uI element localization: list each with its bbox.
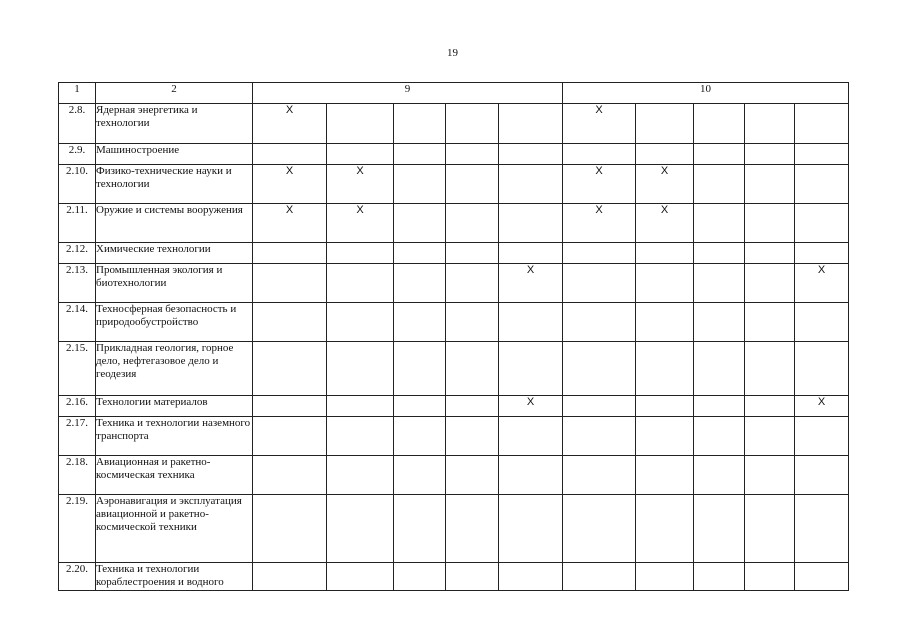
row-name: Технологии материалов xyxy=(96,396,253,417)
row-name: Химические технологии xyxy=(96,243,253,264)
row-number: 2.9. xyxy=(59,144,96,165)
mark-cell xyxy=(745,417,795,456)
mark-cell xyxy=(636,456,694,495)
mark-cell xyxy=(394,204,446,243)
mark-cell xyxy=(446,264,499,303)
mark-cell xyxy=(694,264,745,303)
mark-cell xyxy=(499,144,563,165)
row-name: Физико-технические науки и технологии xyxy=(96,165,253,204)
mark-cell xyxy=(636,495,694,563)
row-name: Прикладная геология, горное дело, нефтегазовое дело и геодезия xyxy=(96,342,253,396)
header-group-9: 9 xyxy=(253,83,563,104)
mark-cell xyxy=(636,104,694,144)
row-name: Промышленная экология и биотехнологии xyxy=(96,264,253,303)
mark-cell xyxy=(253,563,327,591)
row-name: Аэронавигация и эксплуатация авиационной и ракетно-космической техники xyxy=(96,495,253,563)
mark-cell xyxy=(563,456,636,495)
mark-cell xyxy=(694,303,745,342)
row-name: Техника и технологии наземного транспорта xyxy=(96,417,253,456)
mark-cell xyxy=(394,303,446,342)
mark-cell xyxy=(636,303,694,342)
mark-cell xyxy=(499,165,563,204)
mark-cell: X xyxy=(563,165,636,204)
mark-cell xyxy=(446,396,499,417)
mark-cell xyxy=(446,417,499,456)
row-number: 2.8. xyxy=(59,104,96,144)
mark-cell xyxy=(636,243,694,264)
mark-cell xyxy=(327,104,394,144)
mark-cell xyxy=(745,165,795,204)
row-name: Техносферная безопасность и природообустройство xyxy=(96,303,253,342)
mark-cell xyxy=(499,303,563,342)
mark-cell xyxy=(563,303,636,342)
mark-cell xyxy=(253,396,327,417)
mark-cell xyxy=(499,495,563,563)
mark-cell xyxy=(636,417,694,456)
table-row xyxy=(59,495,849,563)
mark-cell xyxy=(795,495,849,563)
mark-cell xyxy=(499,204,563,243)
table-row xyxy=(59,104,849,144)
mark-cell xyxy=(327,342,394,396)
mark-cell xyxy=(327,243,394,264)
mark-cell xyxy=(563,144,636,165)
mark-cell xyxy=(446,456,499,495)
header-col-2: 2 xyxy=(96,83,253,104)
mark-cell xyxy=(694,165,745,204)
mark-cell xyxy=(795,563,849,591)
mark-cell xyxy=(253,495,327,563)
mark-cell xyxy=(327,495,394,563)
mark-cell xyxy=(795,303,849,342)
table-row xyxy=(59,243,849,264)
mark-cell xyxy=(446,563,499,591)
mark-cell xyxy=(394,495,446,563)
mark-cell xyxy=(694,204,745,243)
mark-cell: X xyxy=(636,165,694,204)
mark-cell xyxy=(745,396,795,417)
mark-cell xyxy=(745,144,795,165)
mark-cell xyxy=(745,204,795,243)
mark-cell xyxy=(394,144,446,165)
mark-cell xyxy=(394,165,446,204)
mark-cell xyxy=(394,342,446,396)
table-row xyxy=(59,204,849,243)
mark-cell: X xyxy=(563,204,636,243)
row-number: 2.10. xyxy=(59,165,96,204)
specialty-table xyxy=(58,82,849,591)
mark-cell xyxy=(745,104,795,144)
mark-cell: X xyxy=(327,165,394,204)
table-row xyxy=(59,144,849,165)
mark-cell xyxy=(253,243,327,264)
mark-cell xyxy=(745,563,795,591)
mark-cell xyxy=(694,342,745,396)
mark-cell xyxy=(394,264,446,303)
row-name: Ядерная энергетика и технологии xyxy=(96,104,253,144)
mark-cell xyxy=(394,456,446,495)
mark-cell xyxy=(446,303,499,342)
mark-cell xyxy=(327,144,394,165)
row-number: 2.17. xyxy=(59,417,96,456)
mark-cell xyxy=(795,456,849,495)
mark-cell xyxy=(253,264,327,303)
mark-cell xyxy=(446,243,499,264)
mark-cell: X xyxy=(253,204,327,243)
mark-cell xyxy=(795,104,849,144)
table-row xyxy=(59,303,849,342)
table-row xyxy=(59,563,849,591)
table-row xyxy=(59,417,849,456)
table-row xyxy=(59,396,849,417)
mark-cell xyxy=(499,417,563,456)
mark-cell xyxy=(394,104,446,144)
mark-cell xyxy=(446,342,499,396)
mark-cell xyxy=(253,417,327,456)
header-col-1: 1 xyxy=(59,83,96,104)
mark-cell: X xyxy=(253,165,327,204)
mark-cell xyxy=(745,264,795,303)
mark-cell xyxy=(745,495,795,563)
mark-cell xyxy=(253,342,327,396)
mark-cell xyxy=(694,495,745,563)
mark-cell xyxy=(694,396,745,417)
mark-cell xyxy=(636,144,694,165)
mark-cell xyxy=(327,264,394,303)
header-group-10: 10 xyxy=(563,83,849,104)
mark-cell xyxy=(636,342,694,396)
mark-cell xyxy=(327,563,394,591)
mark-cell: X xyxy=(499,396,563,417)
mark-cell xyxy=(563,495,636,563)
mark-cell xyxy=(745,243,795,264)
mark-cell xyxy=(563,243,636,264)
mark-cell xyxy=(327,303,394,342)
row-number: 2.11. xyxy=(59,204,96,243)
mark-cell: X xyxy=(253,104,327,144)
mark-cell xyxy=(563,342,636,396)
mark-cell xyxy=(795,342,849,396)
mark-cell xyxy=(394,417,446,456)
mark-cell: X xyxy=(499,264,563,303)
mark-cell xyxy=(499,342,563,396)
mark-cell xyxy=(795,417,849,456)
mark-cell xyxy=(253,144,327,165)
mark-cell xyxy=(745,456,795,495)
row-number: 2.20. xyxy=(59,563,96,591)
row-name: Техника и технологии кораблестроения и водного xyxy=(96,563,253,591)
mark-cell xyxy=(394,396,446,417)
mark-cell xyxy=(394,243,446,264)
mark-cell xyxy=(563,264,636,303)
mark-cell xyxy=(745,303,795,342)
table-row xyxy=(59,264,849,303)
mark-cell xyxy=(694,417,745,456)
row-number: 2.13. xyxy=(59,264,96,303)
mark-cell xyxy=(636,264,694,303)
mark-cell xyxy=(253,456,327,495)
mark-cell xyxy=(694,243,745,264)
mark-cell xyxy=(563,396,636,417)
mark-cell xyxy=(694,456,745,495)
mark-cell: X xyxy=(327,204,394,243)
table-row xyxy=(59,165,849,204)
mark-cell xyxy=(636,563,694,591)
table-row xyxy=(59,456,849,495)
mark-cell: X xyxy=(795,396,849,417)
table-row xyxy=(59,342,849,396)
mark-cell xyxy=(694,144,745,165)
row-name: Машиностроение xyxy=(96,144,253,165)
mark-cell xyxy=(795,243,849,264)
mark-cell xyxy=(563,417,636,456)
mark-cell xyxy=(694,104,745,144)
mark-cell: X xyxy=(795,264,849,303)
row-number: 2.19. xyxy=(59,495,96,563)
mark-cell xyxy=(394,563,446,591)
mark-cell xyxy=(446,204,499,243)
mark-cell xyxy=(327,417,394,456)
mark-cell xyxy=(446,144,499,165)
mark-cell xyxy=(327,396,394,417)
mark-cell: X xyxy=(636,204,694,243)
row-name: Оружие и системы вооружения xyxy=(96,204,253,243)
mark-cell xyxy=(327,456,394,495)
mark-cell xyxy=(795,165,849,204)
row-name: Авиационная и ракетно-космическая техника xyxy=(96,456,253,495)
mark-cell xyxy=(745,342,795,396)
mark-cell xyxy=(499,456,563,495)
header-row xyxy=(59,83,849,104)
mark-cell xyxy=(446,104,499,144)
row-number: 2.18. xyxy=(59,456,96,495)
row-number: 2.12. xyxy=(59,243,96,264)
page-number: 19 xyxy=(447,47,458,59)
mark-cell xyxy=(499,104,563,144)
mark-cell xyxy=(446,165,499,204)
row-number: 2.15. xyxy=(59,342,96,396)
mark-cell xyxy=(253,303,327,342)
mark-cell xyxy=(563,563,636,591)
mark-cell: X xyxy=(563,104,636,144)
row-number: 2.16. xyxy=(59,396,96,417)
mark-cell xyxy=(694,563,745,591)
mark-cell xyxy=(795,204,849,243)
row-number: 2.14. xyxy=(59,303,96,342)
mark-cell xyxy=(499,243,563,264)
mark-cell xyxy=(446,495,499,563)
mark-cell xyxy=(636,396,694,417)
mark-cell xyxy=(499,563,563,591)
mark-cell xyxy=(795,144,849,165)
